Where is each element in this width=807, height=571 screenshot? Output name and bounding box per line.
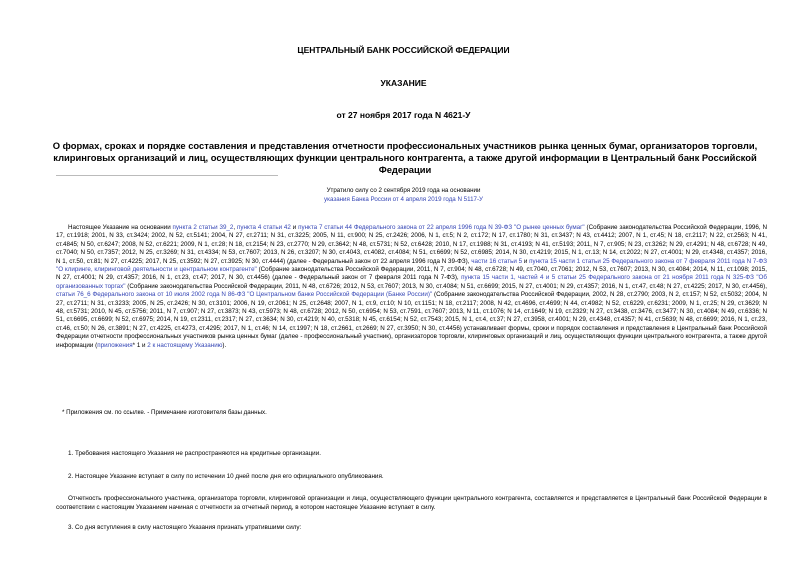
footnote: * Приложения см. по ссылке. - Примечание изготовителя базы данных. [62, 409, 267, 416]
status-note-link[interactable]: указания Банка России от 4 апреля 2019 года N 5117-У [324, 196, 483, 203]
status-note [0, 186, 807, 204]
appendix-link[interactable]: приложения [97, 341, 133, 349]
document-type: УКАЗАНИЕ [380, 78, 427, 88]
preamble-text: * 1 и [132, 341, 148, 349]
paragraph-1: 1. Требования настоящего Указания не распространяются на кредитные организации. [68, 450, 321, 457]
law-link[interactable]: статьи 76_6 Федерального закона от 10 июля 2002 года N 86-ФЗ "О Центральном банке Российской Федерации (Банке России)" [56, 291, 433, 299]
preamble-text: , [233, 224, 237, 231]
appendix-link[interactable]: 2 к настоящему Указанию [147, 341, 223, 349]
preamble-text: (Собрание законодательства Российской Федерации, 2011, N 48, ст.6726; 2012, N 53, ст.7607; 2013, N 30, ст.4084; N 51, ст.6699; 2015, N 27, ст.4001; N 29, ст.4357; 2016, N 1, ст.47, ст.48; N 27, ст.4225; 2017, N 30, ст.4456), [125, 282, 767, 290]
preamble-text: Настоящее Указание на основании [68, 224, 173, 231]
law-link[interactable]: части 16 статьи 5 [471, 257, 523, 265]
law-link[interactable]: пункта 15 части 1 статьи 25 Федерального закона от 7 февраля 2011 года N 7-ФЗ "О клиринге, клиринговой деятельности и центральном контрагенте" [56, 257, 767, 274]
preamble-text: (Собрание законодательства Российской Федерации, 2011, N 7, ст.904; N 48, ст.6728; N 49, ст.7040, ст.7061; 2012, N 53, ст.7607; 2013, N 30, ст.4084; 2014, N 11, ст.1098; 2015, N 27, ст.4001; N 29, ст.4357; 2016, N 1, ст.23, ст.47; 2017, N 30, ст.4456) (далее - Федеральный закон от 7 февраля 2011 года N 7-ФЗ), [56, 266, 767, 282]
preamble-paragraph [56, 224, 767, 350]
document-date-number: от 27 ноября 2017 года N 4621-У [336, 110, 471, 120]
law-link[interactable]: пункта 2 статьи 39_2 [172, 224, 234, 231]
issuer-heading: ЦЕНТРАЛЬНЫЙ БАНК РОССИЙСКОЙ ФЕДЕРАЦИИ [297, 45, 510, 55]
preamble-text: (Собрание законодательства Российской Федерации, 2002, N 28, ст.2790; 2003, N 2, ст.157; N 52, ст.5032; 2004, N 27, ст.2711; N 31, ст.3233; 2005, N 25, ст.2426; N 30, ст.3101; 2006, N 19, ст.2061; N 25, ст.2648; 2007, N 1, ст.9, ст.10; N 10, ст.1151; N 18, ст.2117; 2008, N 42, ст.4696, ст.4699; N 44, ст.4982; N 52, ст.6229, ст.6231; 2009, N 1, ст.25; N 29, ст.3629; N 48, ст.5731; 2010, N 45, ст.5756; 2011, N 7, ст.907; N 27, ст.3873; N 43, ст.5973; N 48, ст.6728; 2012, N 50, ст.6954; N 53, ст.7591, ст.7607; 2013, N 11, ст.1076; N 14, ст.1649; N 19, ст.2329; N 27, ст.3438, ст.3476, ст.3477; N 30, ст.4084; N 49, ст.6336; N 51, ст.6695, ст.6699; N 52, ст.6975; 2014, N 19, ст.2311, ст.2317; N 27, ст.3634; N 30, ст.4219; N 40, ст.5318; N 45, ст.6154; N 52, ст.7543; 2015, N 1, ст.4, ст.37; N 27, ст.3958, ст.4001; N 29, ст.4348, ст.4357; N 41, ст.5639; N 48, ст.6699; 2016, N 1, ст.23, ст.46, ст.50; N 26, ст.3891; N 27, ст.4225, ст.4273, ст.4295; 2017, N 1, ст.46; N 14, ст.1997; N 18, ст.2661, ст.2669; N 27, ст.3950; N 30, ст.4456) устанавливает формы, сроки и порядок составления и представления в Центральный банк Российской Федерации отчетности профессиональных участников рынка ценных бумаг (далее - профессиональный участник), организаторов торговли, клиринговых организаций и лиц, осуществляющих функции центрального контрагента, а также другой информации ( [56, 291, 767, 349]
preamble-text: (Собрание законодательства Российской Федерации, 1996, N 17, ст.1918; 2001, N 33, ст.3424; 2002, N 52, ст.5141; 2004, N 27, ст.2711; N 31, ст.3225; 2005, N 11, ст.900; N 25, ст.2426; 2006, N 1, ст.5; N 2, ст.172; N 17, ст.1780; N 31, ст.3437; N 43, ст.4412; 2007, N 1, ст.45; N 18, ст.2117; N 22, ст.2563; N 41, ст.4845; N 50, ст.6247; 2008, N 52, ст.6221; 2009, N 1, ст.28; N 18, ст.2154; N 23, ст.2770; N 29, ст.3642; N 48, ст.5731; N 52, ст.6428; 2010, N 17, ст.1988; N 31, ст.4193; N 41, ст.5193; 2011, N 7, ст.905; N 23, ст.3262; N 29, ст.4291; N 48, ст.6728; N 49, ст.7040; N 50, ст.7357; 2012, N 25, ст.3269; N 31, ст.4334; N 53, ст.7607; 2013, N 26, ст.3207; N 30, ст.4043, ст.4082, ст.4084; N 51, ст.6699; N 52, ст.6985; 2014, N 30, ст.4219; 2015, N 1, ст.13; N 14, ст.2022; N 27, ст.4001; N 29, ст.4348, ст.4357; 2016, N 1, ст.50, ст.81; N 27, ст.4225; 2017, N 25, ст.3592; N 27, ст.3925; N 30, ст.4444) (далее - Федеральный закон от 22 апреля 1996 года N 39-ФЗ), [56, 224, 767, 265]
document-title: О формах, сроках и порядке составления и представления отчетности профессиональных участников рынка ценных бумаг, организаторов торговли, клиринговых организаций и лиц, осуществляющих функции центрального контрагента, а также другой информации в Центральный банк Российской Федерации [52, 140, 758, 175]
law-link[interactable]: пункта 15 части 1, частей 4 и 5 статьи 25 Федерального закона от 21 ноября 2011 года N 325-ФЗ "Об организованных торгах" [56, 274, 768, 290]
status-note-text: Утратило силу со 2 сентября 2019 года на основании [326, 187, 481, 194]
divider [56, 175, 278, 176]
law-link[interactable]: пункта 7 статьи 44 Федерального закона от 22 апреля 1996 года N 39-ФЗ "О рынке ценных бумаг" [298, 224, 585, 231]
paragraph-2: 2. Настоящее Указание вступает в силу по истечении 10 дней после дня его официального опубликования. [68, 473, 384, 480]
law-link[interactable]: пункта 4 статьи 42 [236, 224, 291, 231]
preamble-text: ). [222, 341, 227, 349]
paragraph-3: 3. Со дня вступления в силу настоящего Указания признать утратившими силу: [68, 524, 302, 531]
preamble-text: и [522, 257, 530, 265]
preamble-text: и [290, 224, 299, 231]
paragraph-2-continuation: Отчетность профессионального участника, организатора торговли, клиринговой организации и лица, осуществляющего функции центрального контрагента, составляется и представляется в Центральный банк Российской Федерации в соответствии с настоящим Указанием начиная с отчетности за отчетный период, в котором настоящее Указание вступает в силу. [56, 495, 767, 511]
